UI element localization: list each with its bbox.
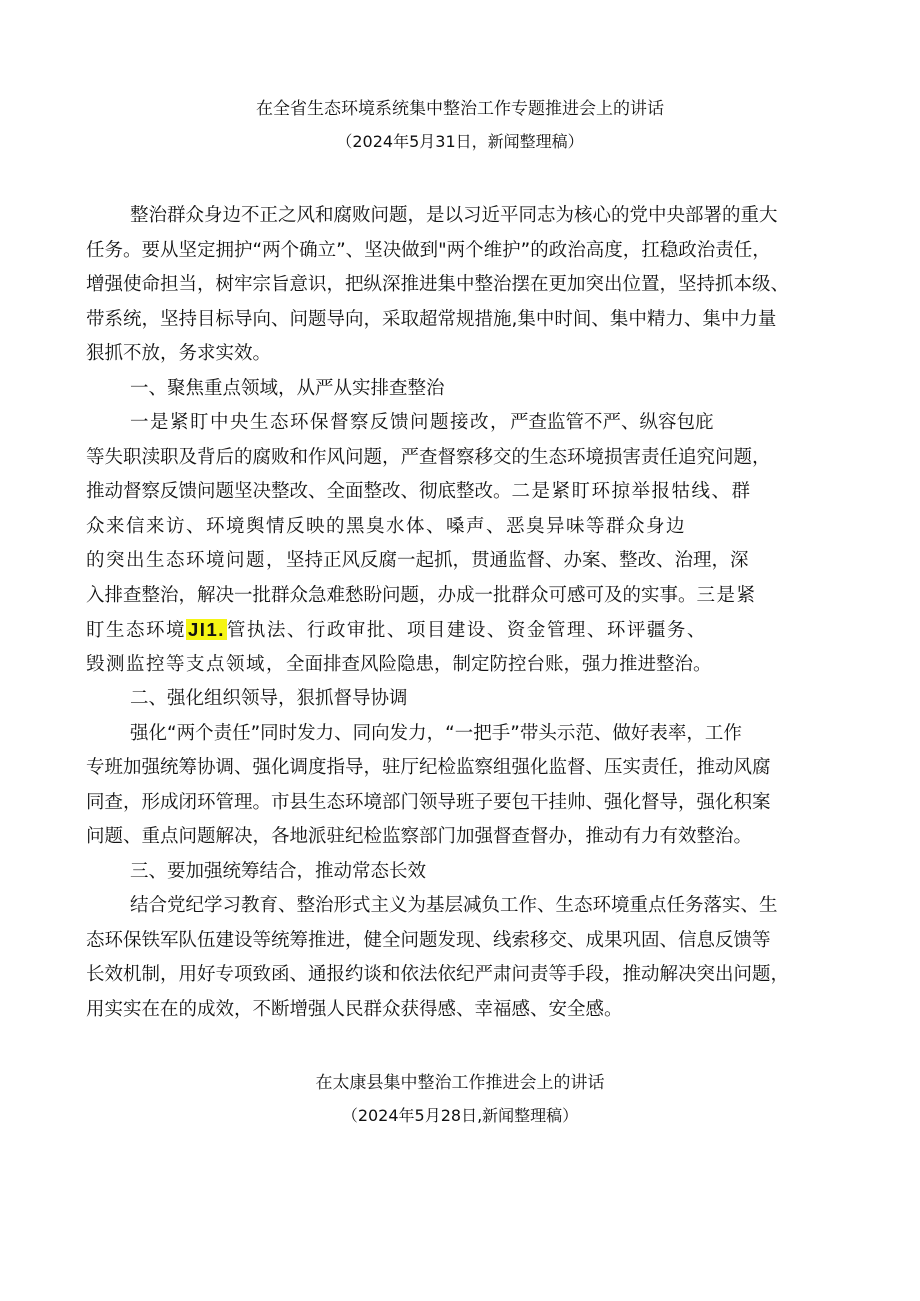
- second-document-subtitle: （2024年5月28日,新闻整理稿）: [341, 1106, 579, 1125]
- text-run: 管执法、行政审批、项目建设、资金管理、环评疆务、: [226, 620, 707, 641]
- paragraph-line: [86, 548, 846, 574]
- paragraph-line: 强化“两个责任”同时发力、同向发力，“一把手”带头示范、做好表率，工作: [130, 723, 742, 744]
- paragraph-line: 问题、重点问题解决，各地派驻纪检监察部门加强督查督办，推动有力有效整治。: [86, 826, 753, 847]
- text-run: 一是紧盯中央生态环保督察反馈问题接改，: [130, 412, 511, 433]
- text-run: 的突出生态环境问题，: [86, 550, 287, 571]
- paragraph-line: 带系统，坚持目标导向、问题导向，采取超常规措施,集中时间、集中精力、集中力量: [86, 309, 777, 330]
- text-run: 盯生态环境: [86, 620, 187, 641]
- section-heading: 一、聚焦重点领域，从严从实排查整治: [130, 378, 445, 399]
- text-run: 全面排查风险隐患，制定防控台账，强力推进整治。: [286, 654, 712, 675]
- paragraph-line: [86, 652, 846, 678]
- text-run: 坚持正风反腐一起抓，贯通监督、办案、整改、治理，深: [286, 550, 749, 571]
- paragraph-line: 狠抓不放，务求实效。: [86, 343, 272, 364]
- paragraph-line: [86, 617, 846, 644]
- text-run: 三是紧: [696, 585, 757, 606]
- paragraph-line: 众来信来访、环境舆情反映的黑臭水体、嗓声、恶臭异味等群众身边: [86, 516, 687, 537]
- text-run: 严查监管不严、纵容包庇: [510, 412, 714, 433]
- paragraph-line: 增强使命担当，树牢宗旨意识，把纵深推进集中整治摆在更加突出位置，坚持抓本级、: [86, 274, 790, 295]
- paragraph-line: 长效机制，用好专项致函、通报约谈和依法依纪严肃问责等手段，推动解决突出问题，: [86, 964, 790, 985]
- paragraph-line: 等失职渎职及背后的腐败和作风问题，严查督察移交的生态环境损害责任追究问题，: [86, 447, 771, 468]
- section-heading: 二、强化组织领导，狠抓督导协调: [130, 688, 408, 709]
- text-run: 二是紧盯环掠举报牯线、群: [511, 481, 752, 502]
- paragraph-line: 任务。要从坚定拥护“两个确立”、坚决做到"两个维护”的政治高度，扛稳政治责任，: [86, 240, 771, 261]
- paragraph-line: 用实实在在的成效，不断增强人民群众获得感、幸福感、安全感。: [86, 999, 623, 1020]
- paragraph-line: [86, 583, 846, 609]
- paragraph-line: 同查，形成闭环管理。市县生态环境部门领导班子要包干挂帅、强化督导，强化积案: [86, 792, 771, 813]
- paragraph-line: 结合党纪学习教育、整治形式主义为基层减负工作、生态环境重点任务落实、生: [130, 895, 778, 916]
- paragraph-line: [86, 479, 846, 505]
- text-run: 推动督察反馈问题坚决整改、全面整改、彻底整改。: [86, 481, 512, 502]
- document-subtitle: （2024年5月31日，新闻整理稿）: [336, 132, 584, 151]
- paragraph-line: 专班加强统筹协调、强化调度指导，驻厅纪检监察组强化监督、压实责任，推动风腐: [86, 757, 771, 778]
- highlighted-text: JI1.: [188, 619, 225, 640]
- paragraph-line: 整治群众身边不正之风和腐败问题，是以习近平同志为核心的党中央部署的重大: [130, 205, 778, 226]
- text-run: 入排查整治，解决一批群众急难愁盼问题，办成一批群众可感可及的实事。: [86, 585, 697, 606]
- paragraph-line: [86, 410, 890, 436]
- document-title: 在全省生态环境系统集中整治工作专题推进会上的讲话: [256, 99, 664, 119]
- section-heading: 三、要加强统筹结合，推动常态长效: [130, 861, 427, 882]
- text-run: 毁测监控等支点领域，: [86, 654, 287, 675]
- paragraph-line: 态环保铁军队伍建设等统筹推进，健全问题发现、线索移交、成果巩固、信息反馈等: [86, 930, 771, 951]
- second-document-title: 在太康县集中整治工作推进会上的讲话: [315, 1073, 605, 1093]
